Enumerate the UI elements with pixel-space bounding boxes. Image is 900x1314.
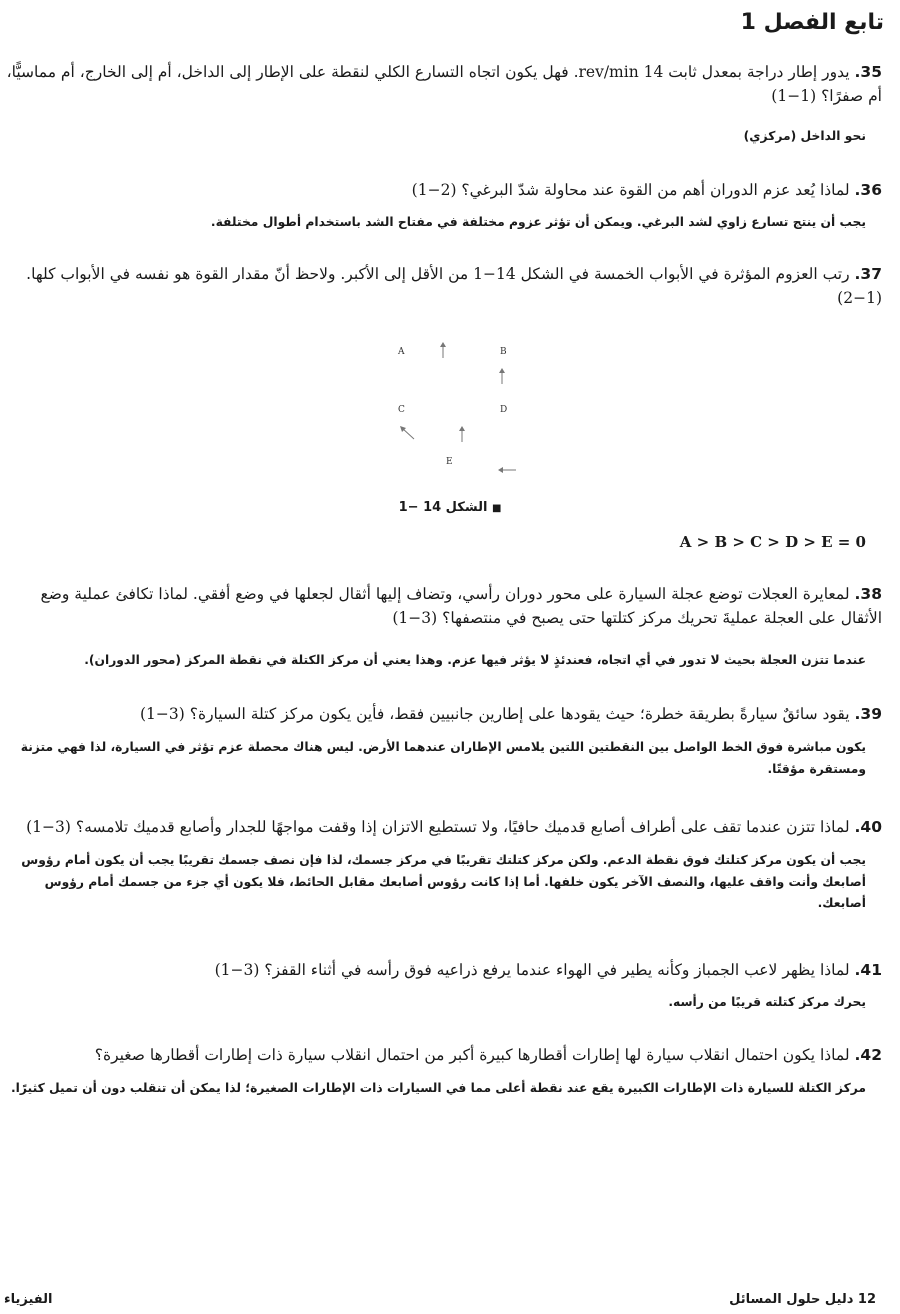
question-text: لماذا يُعد عزم الدوران أهم من القوة عند محاولة شدّ البرغي؟ (2−1) [411, 181, 850, 199]
question-text: لمعايرة العجلات توضع عجلة السيارة على محور دوران رأسي، وتضاف إليها أثقال لجعلها في وضع أفقي. لماذا تكافئ عملية وضع الأثقال على العجلة عمليةَ تحريك مركز كتلتها حتى يصبح في منتصفها؟ (3−1) [40, 585, 882, 628]
question-number: 40. [854, 818, 882, 836]
question-number: 38. [854, 585, 882, 603]
door-label-a: A [398, 347, 405, 357]
question-number: 39. [854, 705, 882, 723]
question-36 [22, 178, 882, 202]
question-text: يدور إطار دراجة بمعدل ثابت 14 rev/min. فهل يكون اتجاه التسارع الكلي لنقطة على الإطار إلى الداخل، أم إلى الخارج، أم مماسيًّا، أم صفرًا؟ (1−1) [6, 63, 882, 106]
figure-doors-diagram [380, 336, 540, 478]
question-40 [2, 815, 882, 839]
answer-38: عندما تتزن العجلة بحيث لا تدور في أي اتجاه، فعندئذٍ لا يؤثر فيها عزم. وهذا يعني أن مركز الكتلة في نقطة المركز (محور الدوران). [84, 653, 866, 667]
question-text: لماذا تتزن عندما تقف على أطراف أصابع قدميك حافيًا، ولا تستطيع الاتزان إذا وقفت مواجهًا للجدار وأصابع قدميك تلامسه؟ (3−1) [26, 818, 850, 836]
question-41 [22, 958, 882, 982]
answer-40: يجب أن يكون مركز كتلتك فوق نقطة الدعم. ولكن مركز كتلتك تقريبًا في مركز جسمك، لذا فإن نصف جسمك تقريبًا يجب أن يكون أمام رؤوس أصابعك وأنت واقف عليها، والنصف الآخر يكون خلفها. أما إذا كانت رؤوس أصابعك مقابل الحائط، فلا يكون أي جزء من جسمك أمام رؤوس أصابعك. [21, 853, 866, 911]
question-number: 35. [854, 63, 882, 81]
question-42 [2, 1043, 882, 1067]
question-text: لماذا يكون احتمال انقلاب سيارة لها إطارات أقطارها كبيرة أكبر من احتمال انقلاب سيارة ذات إطارات أقطارها صغيرة؟ [94, 1046, 850, 1064]
answer-36: يجب أن ينتج تسارع زاوي لشد البرغي. ويمكن أن تؤثر عزوم مختلفة في مفتاح الشد باستخدام أطوال مختلفة. [210, 215, 866, 229]
answer-41: يحرك مركز كتلته قريبًا من رأسه. [668, 995, 866, 1009]
page-title: تابع الفصل 1 [740, 10, 884, 35]
question-text: يقود سائقٌ سيارةً بطريقة خطرة؛ حيث يقودها على إطارين جانبيين فقط، فأين يكون مركز كتلة السيارة؟ (3−1) [139, 705, 850, 723]
door-label-c: C [398, 405, 405, 415]
question-number: 42. [854, 1046, 882, 1064]
question-39 [22, 702, 882, 726]
figure-caption: ■ الشكل 14 −1 [398, 500, 502, 515]
question-number: 41. [854, 961, 882, 979]
question-number: 36. [854, 181, 882, 199]
question-number: 37. [854, 265, 882, 283]
answer-39: يكون مباشرة فوق الخط الواصل بين النقطتين اللتين يلامس الإطاران عندهما الأرض. ليس هناك محصلة عزم تؤثر في السيارة، لذا فهي متزنة ومستقرة مؤقتًا. [20, 740, 866, 776]
footer-page-info: 12 دليل حلول المسائل [729, 1292, 876, 1307]
question-text: رتب العزوم المؤثرة في الأبواب الخمسة في الشكل 14−1 من الأقل إلى الأكبر. ولاحظ أنّ مقدار القوة هو نفسه في الأبواب كلها. (1−2) [26, 265, 882, 308]
question-38 [2, 582, 882, 630]
footer-subject: الفيزياء [4, 1292, 53, 1307]
door-label-e: E [446, 457, 453, 467]
answer-37: A > B > C > D > E = 0 [679, 533, 866, 551]
door-label-d: D [500, 405, 508, 415]
answer-35: نحو الداخل (مركزي) [743, 129, 866, 143]
door-label-b: B [500, 347, 507, 357]
question-37 [2, 262, 882, 310]
question-text: لماذا يظهر لاعب الجمباز وكأنه يطير في الهواء عندما يرفع ذراعيه فوق رأسه في أثناء القفز؟ (3−1) [214, 961, 850, 979]
answer-42: مركز الكتلة للسيارة ذات الإطارات الكبيرة يقع عند نقطة أعلى مما في السيارات ذات الإطارات الصغيرة؛ لذا يمكن أن تنقلب دون أن تميل كثيرًا. [11, 1081, 866, 1095]
question-35 [2, 60, 882, 108]
